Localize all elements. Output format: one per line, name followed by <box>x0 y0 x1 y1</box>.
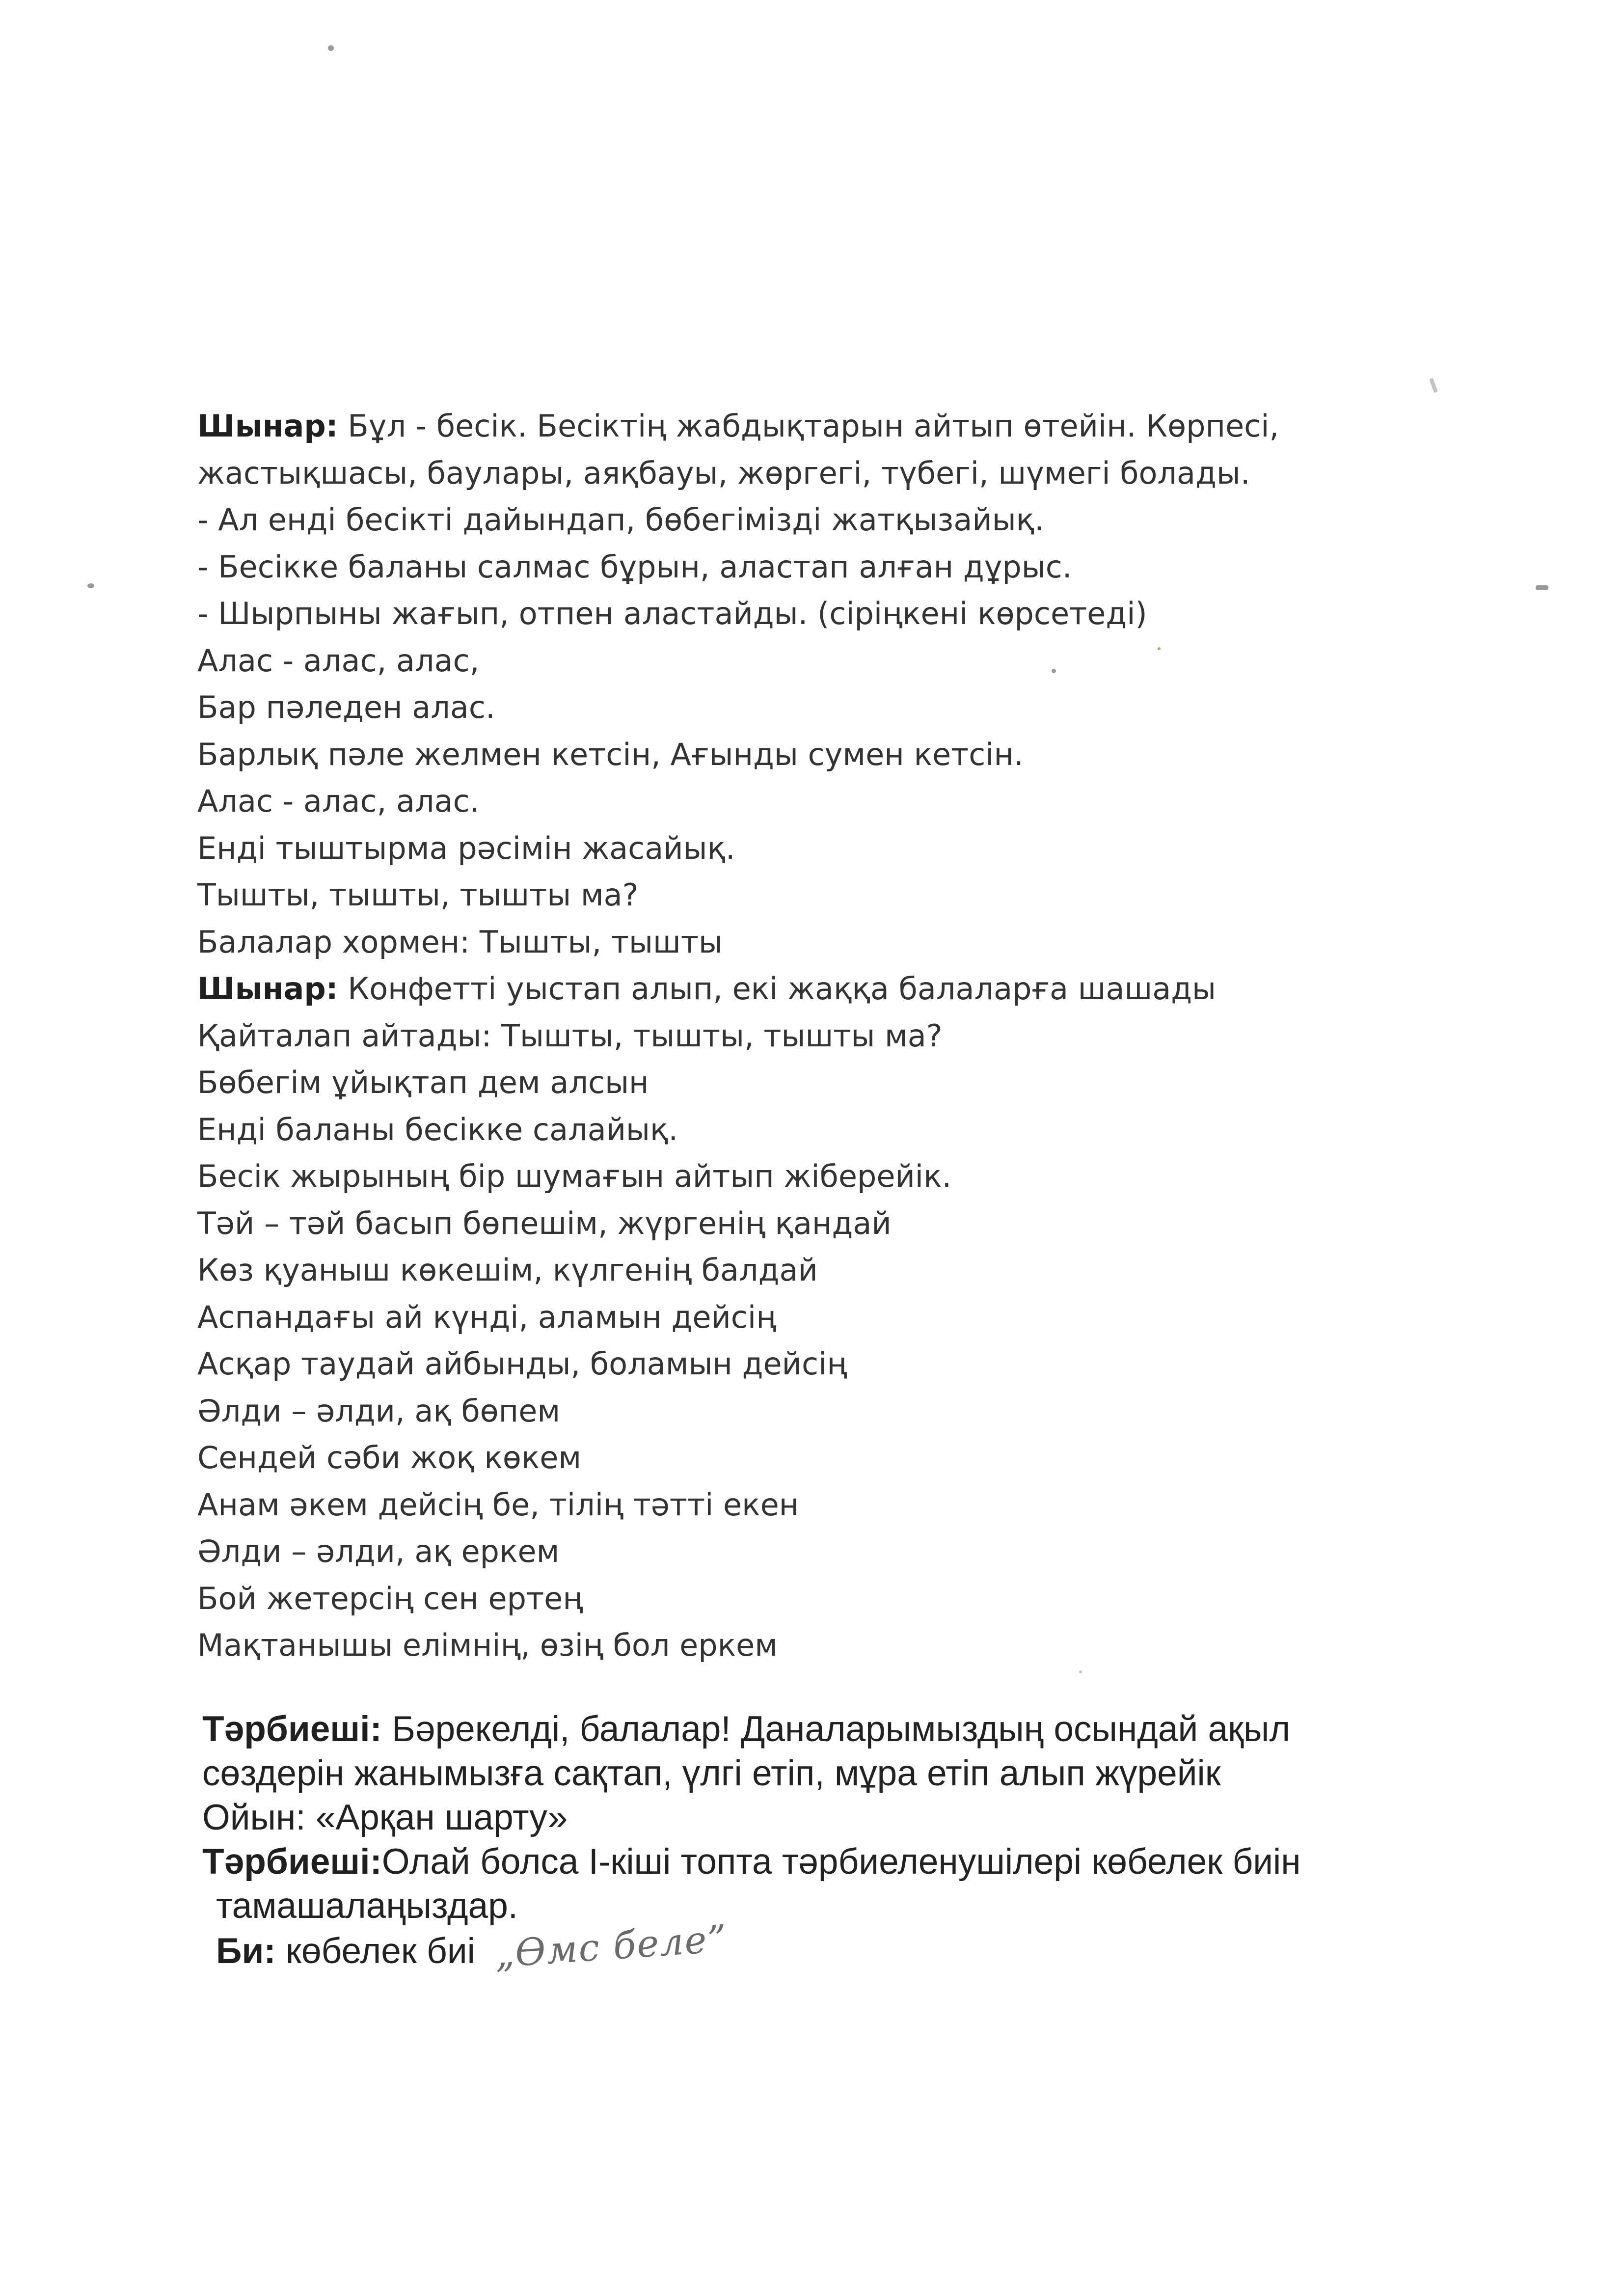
text-line <box>202 1916 1479 1976</box>
text-line <box>197 1059 1425 1106</box>
teacher-section <box>202 1707 1479 1976</box>
text-line <box>197 1575 1425 1622</box>
script-dialogue <box>197 403 1425 1669</box>
text-line <box>197 590 1425 637</box>
text-line <box>197 1153 1425 1200</box>
line-text: тамашалаңыздар. <box>216 1886 518 1926</box>
text-line <box>197 496 1425 544</box>
text-line <box>197 919 1425 966</box>
line-text: Алас - алас, алас, <box>197 642 480 679</box>
line-text: Тәй – тәй басып бөпешім, жүргенің қандай <box>197 1205 892 1241</box>
line-text: Бар пәледен алас. <box>197 689 495 725</box>
text-line <box>197 684 1425 731</box>
line-text: Әлди – әлди, ақ бөпем <box>197 1393 561 1429</box>
speaker-label: Тәрбиеші: <box>202 1709 382 1749</box>
text-line <box>197 1294 1425 1341</box>
text-line <box>197 1200 1425 1247</box>
scan-speck <box>1536 585 1548 590</box>
line-text: Олай болса І-кіші топта тәрбиеленушілері көбелек биін <box>381 1842 1301 1882</box>
line-text: Бой жетерсің сен ертең <box>197 1580 583 1616</box>
text-line <box>197 872 1425 919</box>
line-text: Мақтанышы елімнің, өзің бол еркем <box>197 1627 778 1663</box>
text-line <box>197 1012 1425 1060</box>
line-text: Анам әкем дейсің бе, тілің тәтті екен <box>197 1486 799 1523</box>
text-line <box>197 1622 1425 1669</box>
speaker-label: Шынар: <box>197 971 338 1007</box>
text-line <box>197 544 1425 591</box>
line-text: - Шырпыны жағып, отпен аластайды. (сіріңкені көрсетеді) <box>197 596 1147 631</box>
line-text: сөздерін жанымызға сақтап, үлгі етіп, мұра етіп алып жүрейік <box>202 1753 1221 1793</box>
scan-speck <box>87 583 94 588</box>
text-line <box>197 1340 1425 1388</box>
scan-speck <box>1429 378 1438 393</box>
line-text: Бұл - бесік. Бесіктің жабдықтарын айтып өтейін. Көрпесі, <box>338 408 1279 444</box>
line-text: Ойын: «Арқан шарту» <box>202 1798 568 1837</box>
line-text: Алас - алас, алас. <box>197 783 480 819</box>
handwritten-note: „Өмс беле” <box>493 1916 730 1976</box>
line-text: Барлық пәле желмен кетсін, Ағынды сумен кетсін. <box>197 736 1024 772</box>
line-text: Балалар хормен: Тышты, тышты <box>197 924 723 960</box>
line-text: Бесік жырының бір шумағын айтып жіберейік. <box>197 1158 952 1194</box>
scan-speck <box>1158 647 1161 650</box>
scan-speck <box>1052 669 1056 673</box>
text-line <box>197 450 1425 497</box>
text-line <box>197 403 1425 450</box>
text-line <box>197 965 1425 1012</box>
line-text: Енді тыштырма рәсімін жасайық. <box>197 830 735 866</box>
line-text: Сендей сәби жоқ көкем <box>197 1440 582 1476</box>
line-text: Бөбегім ұйықтап дем алсын <box>197 1065 649 1100</box>
line-text: Тышты, тышты, тышты ма? <box>197 877 639 913</box>
scan-speck <box>1079 1670 1082 1673</box>
text-line <box>202 1751 1479 1796</box>
speaker-label: Тәрбиеші: <box>202 1842 382 1882</box>
text-line <box>197 778 1425 825</box>
text-line <box>197 1106 1425 1153</box>
line-text: жастықшасы, баулары, аяқбауы, жөргегі, түбегі, шүмегі болады. <box>197 455 1250 491</box>
line-text: Әлди – әлди, ақ еркем <box>197 1533 560 1569</box>
text-line <box>197 825 1425 872</box>
line-text: Асқар таудай айбынды, боламын дейсің <box>197 1346 847 1382</box>
text-line <box>202 1796 1479 1840</box>
line-text: көбелек биі <box>275 1931 486 1971</box>
text-line <box>197 1434 1425 1481</box>
text-line <box>197 1247 1425 1294</box>
speaker-label: Шынар: <box>197 408 338 444</box>
speaker-label: Би: <box>216 1931 276 1971</box>
text-line <box>197 1528 1425 1575</box>
line-text: Конфетті уыстап алып, екі жаққа балаларға шашады <box>338 971 1217 1007</box>
text-line <box>197 1481 1425 1529</box>
scan-speck <box>328 45 334 51</box>
line-text: Енді баланы бесікке салайық. <box>197 1111 678 1148</box>
line-text: Қайталап айтады: Тышты, тышты, тышты ма? <box>197 1017 943 1054</box>
line-text: Бәрекелді, балалар! Даналарымыздың осындай ақыл <box>381 1709 1291 1749</box>
text-line <box>197 637 1425 684</box>
text-line <box>202 1884 1479 1928</box>
text-line <box>197 731 1425 778</box>
text-line <box>202 1840 1479 1884</box>
line-text: - Бесікке баланы салмас бұрын, аластап алған дұрыс. <box>197 548 1072 585</box>
line-text: Көз қуаныш көкешім, күлгенің балдай <box>197 1252 818 1288</box>
line-text: Аспандағы ай күнді, аламын дейсің <box>197 1299 777 1335</box>
text-line <box>202 1707 1479 1751</box>
text-line <box>197 1388 1425 1435</box>
line-text: - Ал енді бесікті дайындап, бөбегімізді жатқызайық. <box>197 502 1044 538</box>
